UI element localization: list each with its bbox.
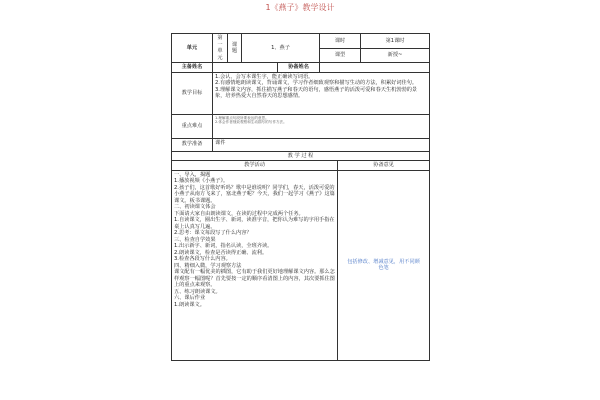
process-title: 教 学 过 程 [172,151,430,161]
activity-step: 2.朗读课文，检查是否读得正确、流利。 [174,249,268,256]
activity-step: 四、精细入微，学习观察方法 [174,262,242,269]
assist-preparer-label: 协备姓名 [278,63,320,73]
hours-label: 课时 [320,34,361,49]
focus-content [213,114,430,138]
type-value: 新授~ [361,48,430,63]
activity-step: 一、导入，揭题 [174,171,211,178]
activity-step: 2.思考：课文每段写了什么内容？ [174,230,252,236]
focus-line: 1.理解重点句段所要表达的意思。 [215,115,269,120]
lead-preparer-value [213,63,278,73]
lead-preparer-label: 主备姓名 [172,63,213,73]
activity-content [172,170,338,360]
hours-value: 第1课时 [361,34,430,49]
lesson-plan-table [171,33,430,361]
goals-content [213,72,430,114]
notes-content: 包括修改、增减意见，用不同颜色笔 [338,170,430,360]
unit-label: 单元 [172,34,213,63]
topic-label: 课题 [228,34,242,63]
activity-step: 1.播放视频《小燕子》。 [174,178,229,184]
prep-value: 课件 [213,138,430,151]
goal-line: 1.会认、会写本课生字，能正确读写词语。 [215,73,314,80]
page-title: 1《燕子》教学设计 [265,3,335,12]
focus-label: 重点难点 [172,114,213,138]
unit-value: 第一单元 [213,34,228,63]
topic-value: 1、燕子 [242,34,320,63]
activity-step: 1.朗读课文。 [174,301,205,308]
activity-step: 1.自读课文，圈出生字、新词，读准字音，把你认为难写的字用手指在桌上认真写几遍。 [174,217,335,230]
activity-step: 五、练习朗读课文。 [174,288,221,295]
activity-step: 下面请大家自由朗读课文，在读的过程中完成两个任务。 [174,210,304,217]
notes-header: 协备意见 [338,161,430,171]
prep-label: 教学准备 [172,138,213,151]
activity-step: 课文配有一幅优美的插图，它有助于我们更好地理解课文内容。那么怎样观察一幅图呢？首先要按一定的顺序看清图上的内容，其次要抓住图上的重点来观察。 [174,269,335,288]
activity-step: 三、检查自学效果 [174,236,216,243]
activity-step: 二、初读课文体会 [174,204,216,210]
focus-line: 2.体会作者细致观察和生动描写的写作方法。 [215,119,287,124]
type-label: 课型 [320,48,361,63]
goal-line: 3.理解课文内容，抓住描写燕子和春天的语句，感悟燕子的活泼可爱和春天生机勃勃的景象，培养热爱大自然春天的思想感情。 [215,86,418,99]
activity-step: 2.孩子们，这首歌好听吗？歌中是谁说明？同学们，春天，活泼可爱的小燕子从南方飞来了，塞北燕子呢？今天，我们一起学习《燕子》这篇课文。板书课题。 [174,184,335,204]
goals-label: 教学目标 [172,72,213,114]
goal-line: 2.有感情地朗读课文，背诵课文，学习作者细致观察和描写生动的方法，积累好词佳句。 [215,80,418,86]
assist-preparer-value [320,63,430,73]
activity-step: 六、课后作业 [174,295,206,301]
activity-header: 教学活动 [172,161,338,171]
activity-step: 1.出示新字、新词，指名认读，全班齐读。 [174,243,273,249]
activity-step: 3.检查各段写什么内容。 [174,256,231,262]
